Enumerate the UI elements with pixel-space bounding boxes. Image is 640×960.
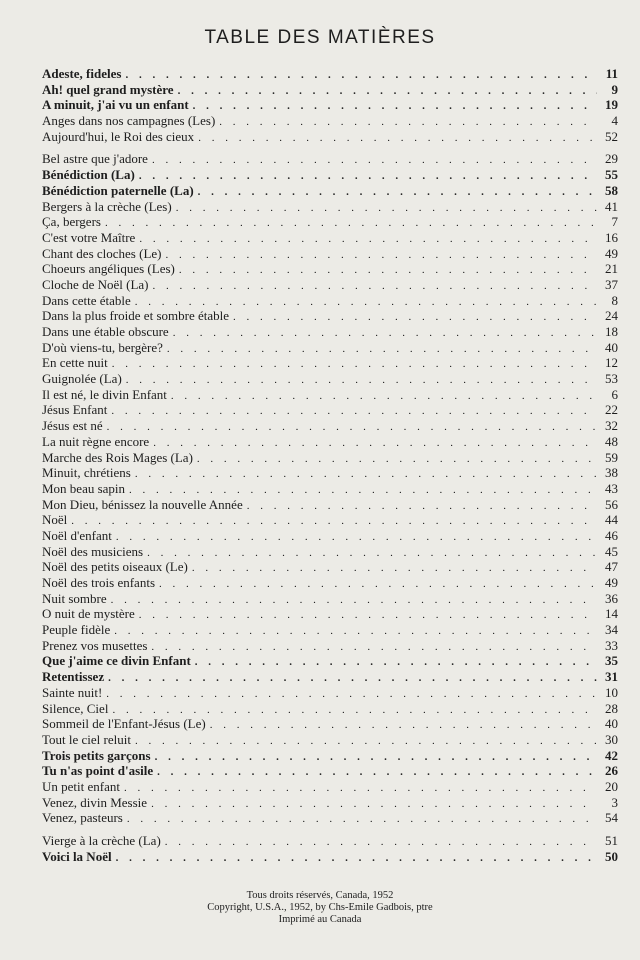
toc-entry-title: Venez, pasteurs [42, 810, 123, 826]
dot-leader [147, 546, 597, 562]
toc-entry-page-number: 29 [605, 151, 618, 167]
toc-entry-title: Voici la Noël [42, 848, 112, 864]
toc-entry [42, 622, 618, 638]
toc-entry [42, 355, 618, 371]
toc-entry-title: Sainte nuit! [42, 684, 103, 700]
dot-leader [139, 169, 597, 185]
toc-entry [42, 849, 618, 865]
toc-entry-page-number: 49 [605, 575, 618, 590]
toc-entry [42, 685, 618, 701]
dot-leader [165, 248, 597, 264]
toc-entry-page-number: 45 [605, 543, 618, 559]
dot-leader [193, 99, 597, 115]
dot-leader [112, 357, 597, 373]
toc-entry-page-number: 21 [605, 261, 618, 277]
toc-entry-title: Dans une étable obscure [42, 324, 169, 339]
toc-entry [42, 497, 618, 513]
dot-leader [210, 718, 597, 734]
toc-entry [42, 748, 618, 764]
toc-entry [42, 371, 618, 387]
toc-entry [42, 246, 618, 262]
toc-entry [42, 97, 618, 113]
page-title: TABLE DES MATIÈRES [204, 27, 436, 48]
toc-entry-page-number: 37 [605, 276, 618, 292]
toc-entry [42, 512, 618, 528]
dot-leader [192, 561, 597, 577]
toc-entry-page-number: 9 [611, 81, 618, 97]
toc-entry [42, 183, 618, 199]
toc-entry-page-number: 34 [605, 622, 618, 638]
copyright-footer [0, 890, 640, 926]
toc-entry [42, 481, 618, 497]
toc-entry-page-number: 22 [605, 402, 618, 418]
toc-entry-title: Il est né, le divin Enfant [42, 386, 167, 402]
dot-leader [151, 640, 597, 656]
toc-entry-page-number: 42 [605, 747, 618, 763]
toc-entry-title: Bel astre que j'adore [42, 151, 148, 167]
toc-entry-page-number: 51 [605, 833, 618, 848]
toc-entry-page-number: 40 [605, 716, 618, 732]
toc-entry [42, 465, 618, 481]
dot-leader [165, 835, 597, 851]
dot-leader [219, 115, 597, 131]
toc-entry [42, 716, 618, 732]
toc-entry [42, 308, 618, 324]
dot-leader [171, 389, 597, 405]
toc-entry [42, 810, 618, 826]
toc-entry-title: C'est votre Maître [42, 229, 136, 245]
toc-entry [42, 230, 618, 246]
toc-entry-title: Dans la plus froide et sombre étable [42, 308, 229, 324]
dot-leader [71, 514, 597, 530]
toc-entry-title: Mon Dieu, bénissez la nouvelle Année [42, 496, 243, 512]
dot-leader [105, 216, 597, 232]
toc-entry-page-number: 59 [605, 449, 618, 465]
toc-entry [42, 833, 618, 849]
dot-leader [155, 750, 597, 766]
toc-entry-title: Anges dans nos campagnes (Les) [42, 113, 216, 129]
dot-leader [233, 310, 597, 326]
dot-leader [153, 436, 597, 452]
toc-entry-title: Tu n'as point d'asile [42, 763, 154, 779]
toc-entry-title: Minuit, chrétiens [42, 465, 131, 481]
toc-entry-title: Noël des trois enfants [42, 575, 156, 590]
toc-entry-title: Trois petits garçons [42, 747, 151, 763]
toc-entry-title: Noël des petits oiseaux (Le) [42, 559, 188, 575]
toc-entry [42, 151, 618, 167]
table-of-contents [42, 66, 618, 864]
toc-entry [42, 82, 618, 98]
toc-entry-page-number: 41 [605, 198, 618, 214]
toc-entry [42, 732, 618, 748]
dot-leader [107, 420, 597, 436]
toc-entry-title: Tout le ciel reluit [42, 731, 131, 747]
dot-leader [167, 342, 597, 358]
toc-entry-title: O nuit de mystère [42, 606, 135, 622]
toc-entry-page-number: 31 [605, 669, 618, 685]
toc-entry-page-number: 55 [605, 167, 618, 183]
toc-entry-title: Guignolée (La) [42, 371, 122, 387]
toc-entry-title: Vierge à la crèche (La) [42, 833, 161, 848]
toc-entry-page-number: 30 [605, 731, 618, 747]
toc-entry-page-number: 10 [605, 684, 618, 700]
toc-entry-page-number: 48 [605, 433, 618, 449]
toc-entry-title: En cette nuit [42, 355, 108, 371]
dot-leader [152, 153, 597, 169]
toc-entry [42, 653, 618, 669]
toc-entry-page-number: 36 [605, 590, 618, 606]
toc-entry-title: Nuit sombre [42, 590, 107, 606]
dot-leader [135, 734, 597, 750]
dot-leader [114, 624, 597, 640]
toc-entry [42, 575, 618, 591]
footer-line: Tous droits réservés, Canada, 1952 [246, 890, 394, 901]
toc-entry [42, 418, 618, 434]
toc-entry-page-number: 44 [605, 512, 618, 528]
toc-entry-title: Bergers à la crèche (Les) [42, 198, 172, 214]
toc-entry-title: Aujourd'hui, le Roi des cieux [42, 128, 195, 144]
toc-entry-page-number: 12 [605, 355, 618, 371]
toc-entry [42, 669, 618, 685]
toc-entry-page-number: 26 [605, 763, 618, 779]
toc-entry [42, 129, 618, 145]
toc-entry-page-number: 8 [611, 292, 618, 308]
dot-leader [127, 812, 597, 828]
toc-entry-page-number: 14 [605, 606, 618, 622]
dot-leader [179, 263, 597, 279]
toc-entry-title: Peuple fidèle [42, 622, 111, 638]
toc-entry-title: Silence, Ciel [42, 700, 109, 716]
dot-leader [108, 671, 597, 687]
toc-entry-title: Mon beau sapin [42, 480, 126, 496]
toc-entry-page-number: 4 [611, 113, 618, 129]
toc-entry-title: A minuit, j'ai vu un enfant [42, 97, 189, 113]
toc-entry-page-number: 43 [605, 480, 618, 496]
toc-entry-title: Retentissez [42, 669, 105, 685]
toc-entry [42, 638, 618, 654]
dot-leader [139, 608, 597, 624]
toc-entry-page-number: 33 [605, 637, 618, 653]
toc-entry-page-number: 52 [605, 128, 618, 144]
toc-entry [42, 701, 618, 717]
toc-entry-title: Sommeil de l'Enfant-Jésus (Le) [42, 716, 206, 732]
toc-entry-title: La nuit règne encore [42, 433, 150, 449]
dot-leader [111, 593, 597, 609]
toc-entry [42, 559, 618, 575]
dot-leader [176, 201, 597, 217]
toc-entry [42, 167, 618, 183]
toc-entry-page-number: 20 [605, 778, 618, 794]
toc-entry-title: Bénédiction paternelle (La) [42, 182, 194, 198]
toc-entry [42, 277, 618, 293]
toc-entry-page-number: 56 [605, 496, 618, 512]
dot-leader [152, 279, 597, 295]
dot-leader [124, 781, 597, 797]
toc-entry [42, 450, 618, 466]
dot-leader [247, 499, 597, 515]
toc-entry [42, 544, 618, 560]
dot-leader [135, 467, 597, 483]
toc-entry-page-number: 6 [611, 386, 618, 402]
dot-leader [125, 68, 597, 84]
dot-leader [139, 232, 597, 248]
toc-entry-title: Choeurs angéliques (Les) [42, 261, 175, 277]
toc-entry-page-number: 58 [605, 182, 618, 198]
toc-entry-title: Venez, divin Messie [42, 794, 148, 810]
dot-leader [198, 185, 597, 201]
toc-entry [42, 528, 618, 544]
dot-leader [198, 131, 597, 147]
toc-entry-page-number: 47 [605, 559, 618, 575]
toc-entry-page-number: 16 [605, 229, 618, 245]
toc-entry [42, 763, 618, 779]
toc-entry-title: Noël [42, 512, 68, 528]
toc-entry-title: Ça, bergers [42, 214, 101, 230]
toc-entry-page-number: 53 [605, 371, 618, 387]
toc-entry-title: Ah! quel grand mystère [42, 81, 174, 97]
toc-entry [42, 434, 618, 450]
toc-entry [42, 591, 618, 607]
dot-leader [157, 765, 597, 781]
dot-leader [197, 452, 597, 468]
toc-entry [42, 340, 618, 356]
toc-entry [42, 402, 618, 418]
footer-line: Copyright, U.S.A., 1952, by Chs-Emile Gadbois, ptre [207, 902, 433, 913]
toc-entry-title: Noël d'enfant [42, 527, 112, 543]
dot-leader [151, 797, 597, 813]
toc-entry [42, 795, 618, 811]
toc-entry-page-number: 3 [611, 794, 618, 810]
dot-leader [159, 577, 597, 593]
toc-entry-title: Un petit enfant [42, 778, 120, 794]
dot-leader [126, 373, 597, 389]
toc-entry-page-number: 28 [605, 700, 618, 716]
toc-entry-title: Jésus Enfant [42, 402, 108, 418]
toc-entry [42, 293, 618, 309]
toc-entry [42, 606, 618, 622]
toc-entry [42, 66, 618, 82]
toc-entry-title: Marche des Rois Mages (La) [42, 449, 193, 465]
toc-entry-page-number: 18 [605, 324, 618, 339]
dot-leader [178, 84, 597, 100]
toc-entry-title: Que j'aime ce divin Enfant [42, 653, 191, 669]
toc-entry-page-number: 38 [605, 465, 618, 481]
toc-entry-page-number: 54 [605, 810, 618, 826]
footer-line: Imprimé au Canada [278, 914, 362, 925]
toc-entry [42, 261, 618, 277]
toc-entry-title: D'où viens-tu, bergère? [42, 339, 163, 355]
toc-entry-title: Adeste, fideles [42, 66, 122, 81]
dot-leader [195, 655, 597, 671]
dot-leader [116, 851, 597, 867]
toc-entry-page-number: 7 [611, 214, 618, 230]
toc-entry-page-number: 19 [605, 97, 618, 113]
toc-entry-page-number: 24 [605, 308, 618, 324]
dot-leader [106, 687, 597, 703]
toc-entry-title: Cloche de Noël (La) [42, 276, 149, 292]
toc-entry [42, 199, 618, 215]
toc-entry-page-number: 50 [605, 848, 618, 864]
toc-entry-title: Bénédiction (La) [42, 167, 135, 183]
toc-entry-title: Chant des cloches (Le) [42, 245, 162, 261]
toc-entry-page-number: 40 [605, 339, 618, 355]
toc-entry-title: Noël des musiciens [42, 543, 144, 559]
toc-entry-page-number: 46 [605, 527, 618, 543]
toc-entry [42, 214, 618, 230]
toc-entry [42, 324, 618, 340]
toc-entry-page-number: 49 [605, 245, 618, 261]
toc-entry-page-number: 35 [605, 653, 618, 669]
toc-entry-title: Dans cette étable [42, 292, 131, 308]
toc-entry-title: Prenez vos musettes [42, 637, 148, 653]
dot-leader [111, 404, 597, 420]
toc-entry-page-number: 32 [605, 418, 618, 434]
toc-entry [42, 387, 618, 403]
toc-entry [42, 113, 618, 129]
toc-entry-page-number: 11 [605, 66, 618, 81]
toc-entry-title: Jésus est né [42, 418, 103, 434]
dot-leader [116, 530, 597, 546]
toc-entry [42, 779, 618, 795]
dot-leader [173, 326, 597, 342]
